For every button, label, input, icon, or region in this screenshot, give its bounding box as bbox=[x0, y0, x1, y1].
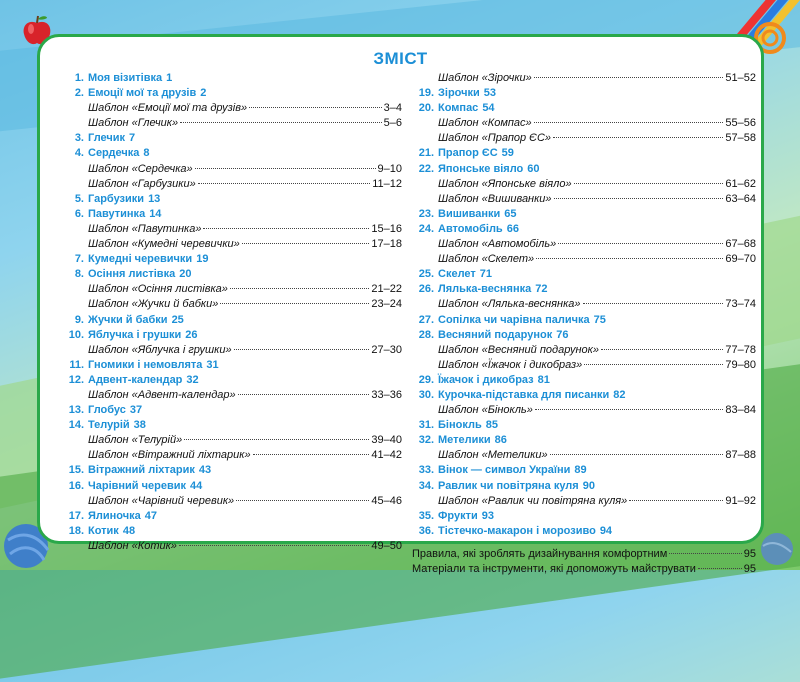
page-number: 9–10 bbox=[377, 162, 402, 175]
entry-title: Вишиванки bbox=[438, 207, 501, 220]
entry-title: Шаблон «Павутинка» bbox=[88, 222, 202, 235]
toc-entry[interactable] bbox=[62, 71, 173, 86]
toc-entry[interactable] bbox=[62, 358, 219, 373]
page-number: 45–46 bbox=[371, 494, 402, 507]
page-number: 69–70 bbox=[725, 253, 756, 266]
page-number: 79–80 bbox=[725, 358, 756, 371]
entry-number: 2. bbox=[74, 87, 84, 100]
page-number: 71 bbox=[479, 268, 493, 281]
entry-title: Глечик bbox=[88, 132, 126, 145]
entry-number: 34. bbox=[418, 479, 434, 492]
entry-title: Японське віяло bbox=[438, 162, 524, 175]
toc-entry[interactable] bbox=[62, 328, 198, 343]
toc-entry[interactable] bbox=[62, 282, 402, 297]
entry-title: Зірочки bbox=[438, 87, 480, 100]
toc-entry[interactable] bbox=[412, 313, 606, 328]
page-number: 37 bbox=[129, 404, 143, 417]
page-number: 41–42 bbox=[371, 449, 402, 462]
dot-leader bbox=[534, 77, 724, 78]
toc-entry[interactable] bbox=[62, 494, 402, 509]
toc-entry[interactable] bbox=[412, 343, 756, 358]
contents-panel bbox=[37, 34, 764, 575]
toc-entry[interactable] bbox=[412, 494, 756, 509]
dot-leader bbox=[249, 107, 382, 108]
entry-number: 36. bbox=[418, 524, 434, 537]
page-number: 93 bbox=[481, 509, 494, 522]
toc-entry[interactable] bbox=[62, 539, 402, 554]
toc-entry[interactable] bbox=[62, 101, 402, 116]
page-number: 51–52 bbox=[725, 72, 756, 84]
entry-title: Шаблон «Їжачок і дикобраз» bbox=[438, 358, 583, 371]
page-number: 38 bbox=[133, 419, 146, 432]
page-number: 8 bbox=[143, 147, 150, 160]
toc-entry[interactable] bbox=[412, 162, 540, 177]
toc-entry[interactable] bbox=[412, 146, 514, 161]
entry-title: Весняний подарунок bbox=[438, 328, 553, 341]
entry-number: 25. bbox=[418, 268, 434, 281]
entry-title: Шаблон «Вітражний ліхтарик» bbox=[88, 449, 251, 462]
entry-title: Правила, які зроблять дизайнування комфортним bbox=[412, 547, 668, 560]
dot-leader bbox=[236, 500, 369, 501]
toc-entry[interactable] bbox=[62, 192, 161, 207]
page-number: 77–78 bbox=[725, 343, 756, 356]
page-number: 61–62 bbox=[725, 177, 756, 190]
toc-entry[interactable] bbox=[412, 373, 550, 388]
entry-number: 29. bbox=[418, 373, 434, 386]
entry-number: 31. bbox=[418, 419, 434, 432]
entry-number: 8. bbox=[74, 268, 84, 281]
page-number: 7 bbox=[129, 132, 136, 145]
contents-column-left bbox=[62, 71, 402, 554]
entry-title: Шаблон «Глечик» bbox=[88, 117, 179, 130]
toc-entry[interactable] bbox=[412, 86, 497, 101]
dot-leader bbox=[574, 183, 724, 184]
entry-title: Лялька-веснянка bbox=[438, 283, 532, 296]
page-number: 63–64 bbox=[725, 192, 756, 205]
dot-leader bbox=[629, 500, 723, 501]
entry-title: Кумедні черевички bbox=[88, 253, 193, 266]
page-number: 75 bbox=[593, 313, 606, 326]
entry-title: Шаблон «Японське віяло» bbox=[438, 177, 572, 190]
entry-title: Шаблон «Компас» bbox=[438, 117, 532, 130]
page-number: 89 bbox=[574, 464, 587, 477]
entry-title: Прапор ЄС bbox=[438, 147, 498, 160]
toc-entry[interactable] bbox=[62, 524, 136, 539]
entry-title: Вітражний ліхтарик bbox=[88, 464, 195, 477]
entry-title: Адвент-календар bbox=[88, 373, 183, 386]
entry-number: 22. bbox=[418, 162, 434, 175]
entry-number: 5. bbox=[74, 192, 84, 205]
entry-title: Шаблон «Равлик чи повітряна куля» bbox=[438, 494, 628, 507]
page-number: 2 bbox=[200, 87, 207, 100]
toc-entry[interactable] bbox=[62, 177, 402, 192]
page-number: 27–30 bbox=[371, 343, 402, 356]
entry-title: Шаблон «Автомобіль» bbox=[438, 238, 557, 251]
entry-title: Шаблон «Бінокль» bbox=[438, 404, 533, 417]
entry-title: Вінок — символ України bbox=[438, 464, 571, 477]
page-number: 47 bbox=[144, 509, 158, 522]
toc-entry[interactable] bbox=[62, 463, 212, 478]
dot-leader bbox=[583, 303, 724, 304]
entry-title: Автомобіль bbox=[438, 222, 503, 235]
entry-title: Шаблон «Жучки й бабки» bbox=[88, 298, 219, 311]
toc-entry[interactable] bbox=[62, 162, 402, 177]
entry-number: 1. bbox=[74, 72, 84, 84]
toc-entry[interactable] bbox=[62, 448, 402, 463]
entry-number: 21. bbox=[418, 147, 434, 160]
entry-number: 12. bbox=[68, 373, 84, 386]
page-number: 33–36 bbox=[371, 388, 402, 401]
toc-entry[interactable] bbox=[62, 509, 158, 524]
toc-entry[interactable] bbox=[62, 237, 402, 252]
entry-title: Моя візитівка bbox=[88, 72, 163, 84]
entry-title: Шаблон «Метелики» bbox=[438, 449, 548, 462]
toc-entry[interactable] bbox=[62, 146, 150, 161]
entry-title: Гарбузики bbox=[88, 192, 145, 205]
entry-title: Їжачок і дикобраз bbox=[438, 373, 534, 386]
toc-entry[interactable] bbox=[412, 192, 756, 207]
entry-title: Курочка-підставка для писанки bbox=[438, 388, 610, 401]
entry-title: Компас bbox=[438, 102, 479, 115]
toc-entry[interactable] bbox=[412, 524, 613, 539]
entry-number: 6. bbox=[74, 207, 84, 220]
dot-leader bbox=[669, 553, 741, 554]
entry-number: 15. bbox=[68, 464, 84, 477]
entry-title: Сопілка чи чарівна паличка bbox=[438, 313, 590, 326]
toc-entry[interactable] bbox=[62, 433, 402, 448]
entry-title: Бінокль bbox=[438, 419, 482, 432]
entry-title: Шаблон «Гарбузики» bbox=[88, 177, 196, 190]
toc-entry[interactable] bbox=[412, 479, 595, 494]
contents-column-right bbox=[412, 71, 756, 577]
page-number: 57–58 bbox=[725, 132, 756, 145]
toc-entry[interactable] bbox=[412, 267, 493, 282]
toc-entry[interactable] bbox=[412, 282, 548, 297]
entry-title: Шаблон «Осіння листівка» bbox=[88, 283, 228, 296]
toc-entry[interactable] bbox=[62, 313, 184, 328]
toc-entry[interactable] bbox=[412, 101, 495, 116]
toc-entry[interactable] bbox=[412, 222, 519, 237]
dot-leader bbox=[535, 409, 724, 410]
entry-title: Павутинка bbox=[88, 207, 146, 220]
entry-title: Шаблон «Котик» bbox=[88, 539, 177, 552]
dot-leader bbox=[184, 439, 369, 440]
entry-title: Ялиночка bbox=[88, 509, 141, 522]
entry-number: 4. bbox=[74, 147, 84, 160]
entry-number: 27. bbox=[418, 313, 434, 326]
entry-number: 11. bbox=[69, 358, 84, 371]
toc-entry[interactable] bbox=[412, 207, 517, 222]
entry-number: 26. bbox=[418, 283, 434, 296]
entry-title: Шаблон «Скелет» bbox=[438, 253, 535, 266]
page-number: 48 bbox=[122, 524, 136, 537]
entry-number: 30. bbox=[418, 388, 434, 401]
entry-title: Гномики і немовлята bbox=[88, 358, 203, 371]
yarn-ball-icon bbox=[760, 532, 794, 566]
toc-entry[interactable] bbox=[412, 547, 756, 562]
entry-title: Шаблон «Весняний подарунок» bbox=[438, 343, 599, 356]
page-number: 59 bbox=[501, 147, 514, 160]
entry-number: 18. bbox=[68, 524, 84, 537]
dot-leader bbox=[534, 122, 724, 123]
page-number: 3–4 bbox=[383, 102, 402, 115]
dot-leader bbox=[242, 243, 370, 244]
page-number: 5–6 bbox=[383, 117, 402, 130]
toc-entry[interactable] bbox=[62, 403, 143, 418]
entry-number: 16. bbox=[68, 479, 84, 492]
toc-entry[interactable] bbox=[62, 343, 402, 358]
dot-leader bbox=[584, 364, 723, 365]
dot-leader bbox=[550, 454, 724, 455]
entry-title: Шаблон «Яблучка і грушки» bbox=[88, 343, 232, 356]
page-number: 17–18 bbox=[371, 238, 402, 251]
page-number: 13 bbox=[148, 192, 161, 205]
toc-entry[interactable] bbox=[62, 373, 199, 388]
page-number: 44 bbox=[189, 479, 203, 492]
page-number: 55–56 bbox=[725, 117, 756, 130]
entry-number: 28. bbox=[418, 328, 434, 341]
entry-title: Равлик чи повітряна куля bbox=[438, 479, 579, 492]
toc-entry[interactable] bbox=[62, 131, 136, 146]
toc-entry[interactable] bbox=[412, 358, 756, 373]
page-number: 54 bbox=[482, 102, 495, 115]
page-number: 23–24 bbox=[371, 298, 402, 311]
page-number: 19 bbox=[196, 253, 209, 266]
dot-leader bbox=[553, 137, 723, 138]
toc-entry[interactable] bbox=[62, 207, 162, 222]
entry-number: 24. bbox=[418, 222, 434, 235]
entry-title: Осіння листівка bbox=[88, 268, 176, 281]
toc-entry[interactable] bbox=[62, 267, 192, 282]
page-number: 49–50 bbox=[371, 539, 402, 552]
entry-title: Шаблон «Вишиванки» bbox=[438, 192, 552, 205]
page-number: 11–12 bbox=[372, 177, 402, 190]
entry-title: Глобус bbox=[88, 404, 126, 417]
entry-number: 13. bbox=[68, 404, 84, 417]
entry-title: Тістечко-макарон і морозиво bbox=[438, 524, 596, 537]
page-number: 53 bbox=[483, 87, 497, 100]
entry-title: Шаблон «Телурій» bbox=[88, 434, 183, 447]
toc-entry[interactable] bbox=[412, 237, 756, 252]
page-number: 1 bbox=[166, 72, 173, 84]
entry-title: Фрукти bbox=[438, 509, 478, 522]
toc-entry[interactable] bbox=[412, 418, 498, 433]
page-number: 31 bbox=[206, 358, 219, 371]
dot-leader bbox=[220, 303, 369, 304]
page-number: 26 bbox=[185, 328, 198, 341]
toc-entry[interactable] bbox=[62, 252, 209, 267]
page-number: 81 bbox=[537, 373, 550, 386]
entry-number: 32. bbox=[418, 434, 434, 447]
page-number: 95 bbox=[743, 547, 756, 560]
page-number: 39–40 bbox=[371, 434, 402, 447]
entry-title: Шаблон «Емоції мої та друзів» bbox=[88, 102, 248, 115]
entry-title: Матеріали та інструменти, які допоможуть майструвати bbox=[412, 563, 696, 575]
toc-entry[interactable] bbox=[412, 509, 494, 524]
page-number: 14 bbox=[149, 207, 162, 220]
page-number: 86 bbox=[494, 434, 507, 447]
spacer bbox=[412, 539, 756, 547]
entry-title: Шаблон «Лялька-веснянка» bbox=[438, 298, 581, 311]
dot-leader bbox=[238, 394, 370, 395]
dot-leader bbox=[195, 168, 376, 169]
toc-entry[interactable] bbox=[412, 71, 756, 86]
page-number: 94 bbox=[599, 524, 613, 537]
dot-leader bbox=[698, 568, 742, 569]
entry-title: Емоції мої та друзів bbox=[88, 87, 197, 100]
dot-leader bbox=[554, 198, 724, 199]
page-number: 21–22 bbox=[371, 283, 402, 296]
page-number: 76 bbox=[556, 328, 569, 341]
entry-title: Телурій bbox=[88, 419, 130, 432]
entry-title: Метелики bbox=[438, 434, 491, 447]
entry-title: Шаблон «Прапор ЄС» bbox=[438, 132, 552, 145]
page-number: 20 bbox=[179, 268, 192, 281]
page-number: 25 bbox=[171, 313, 184, 326]
entry-title: Сердечка bbox=[88, 147, 140, 160]
dot-leader bbox=[558, 243, 723, 244]
entry-number: 33. bbox=[418, 464, 434, 477]
page-number: 32 bbox=[186, 373, 199, 386]
toc-entry[interactable] bbox=[412, 131, 756, 146]
entry-number: 10. bbox=[68, 328, 84, 341]
toc-entry[interactable] bbox=[412, 297, 756, 312]
page-number: 15–16 bbox=[371, 222, 402, 235]
page-number: 65 bbox=[504, 207, 517, 220]
entry-number: 35. bbox=[418, 509, 434, 522]
dot-leader bbox=[601, 349, 723, 350]
page-number: 85 bbox=[485, 419, 498, 432]
entry-title: Шаблон «Чарівний черевик» bbox=[88, 494, 235, 507]
toc-entry[interactable] bbox=[412, 433, 507, 448]
toc-entry[interactable] bbox=[412, 177, 756, 192]
entry-title: Котик bbox=[88, 524, 119, 537]
entry-number: 23. bbox=[418, 207, 434, 220]
page-number: 43 bbox=[198, 464, 212, 477]
page-title: ЗМІСТ bbox=[373, 49, 428, 68]
toc-entry[interactable] bbox=[62, 86, 207, 101]
dot-leader bbox=[203, 228, 369, 229]
dot-leader bbox=[179, 545, 369, 546]
dot-leader bbox=[234, 349, 370, 350]
toc-entry[interactable] bbox=[412, 116, 756, 131]
dot-leader bbox=[253, 454, 370, 455]
entry-number: 17. bbox=[68, 509, 84, 522]
toc-entry[interactable] bbox=[62, 116, 402, 131]
toc-entry[interactable] bbox=[412, 448, 756, 463]
toc-entry[interactable] bbox=[62, 297, 402, 312]
toc-entry[interactable] bbox=[412, 403, 756, 418]
toc-entry[interactable] bbox=[412, 252, 756, 267]
toc-entry[interactable] bbox=[62, 479, 203, 494]
dot-leader bbox=[536, 258, 723, 259]
entry-title: Шаблон «Зірочки» bbox=[438, 72, 532, 84]
page-number: 60 bbox=[527, 162, 540, 175]
page-number: 95 bbox=[743, 563, 756, 575]
entry-number: 19. bbox=[418, 87, 434, 100]
entry-title: Шаблон «Кумедні черевички» bbox=[88, 238, 240, 251]
page-number: 91–92 bbox=[725, 494, 756, 507]
toc-entry[interactable] bbox=[62, 418, 146, 433]
entry-number: 20. bbox=[418, 102, 434, 115]
toc-entry[interactable] bbox=[62, 388, 402, 403]
entry-number: 7. bbox=[74, 253, 84, 266]
page-number: 87–88 bbox=[725, 449, 756, 462]
entry-title: Скелет bbox=[438, 268, 476, 281]
entry-title: Шаблон «Сердечка» bbox=[88, 162, 193, 175]
page-number: 90 bbox=[582, 479, 595, 492]
dot-leader bbox=[230, 288, 370, 289]
entry-number: 3. bbox=[74, 132, 84, 145]
toc-entry[interactable] bbox=[62, 222, 402, 237]
entry-number: 14. bbox=[68, 419, 84, 432]
dot-leader bbox=[198, 183, 371, 184]
entry-title: Чарівний черевик bbox=[88, 479, 186, 492]
page-number: 72 bbox=[535, 283, 548, 296]
entry-number: 9. bbox=[74, 313, 84, 326]
page-number: 67–68 bbox=[725, 238, 756, 251]
dot-leader bbox=[180, 122, 382, 123]
entry-title: Шаблон «Адвент-календар» bbox=[88, 388, 236, 401]
toc-entry[interactable] bbox=[412, 463, 587, 478]
page-number: 83–84 bbox=[725, 404, 756, 417]
page-number: 82 bbox=[613, 388, 626, 401]
entry-title: Яблучка і грушки bbox=[88, 328, 182, 341]
toc-entry[interactable] bbox=[412, 388, 626, 403]
page-number: 73–74 bbox=[725, 298, 756, 311]
page-number: 66 bbox=[506, 222, 519, 235]
toc-entry[interactable] bbox=[412, 328, 569, 343]
entry-title: Жучки й бабки bbox=[88, 313, 168, 326]
